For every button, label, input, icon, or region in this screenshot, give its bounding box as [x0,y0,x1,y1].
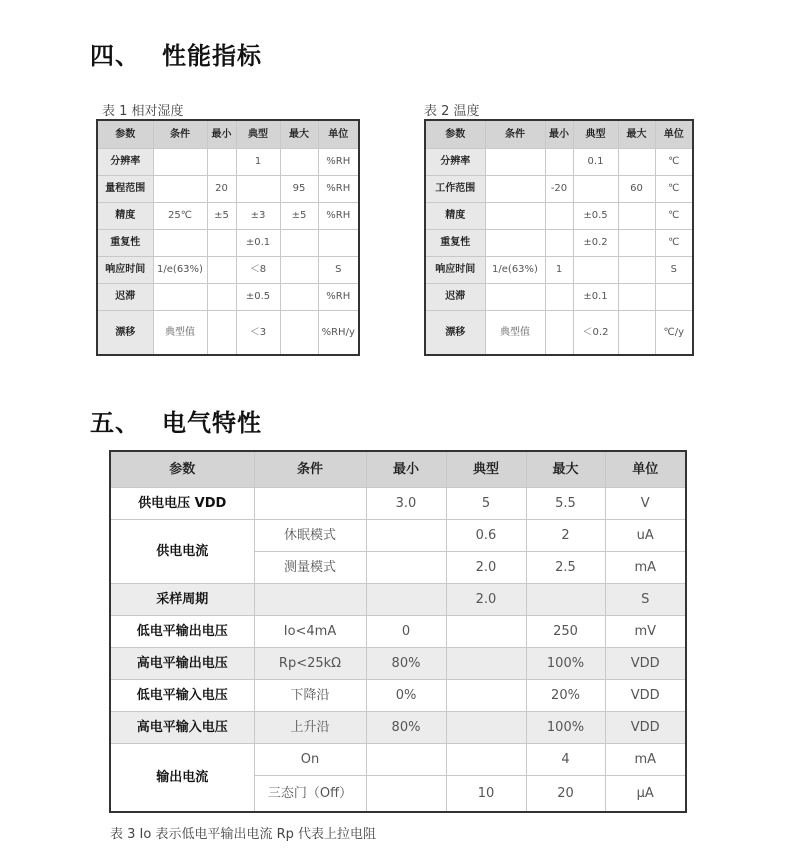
header-cell: 最小 [366,451,446,488]
table-cell: 60 [618,176,655,203]
table-cell: ℃ [655,176,693,203]
param-cell: 精度 [97,203,153,230]
table-cell: ℃/y [655,311,693,356]
typ-cell [446,616,526,648]
electrical-table [109,450,687,813]
table-cell [153,149,207,176]
max-cell: 2.5 [526,552,605,584]
unit-cell: V [605,488,686,520]
table-row [97,230,359,257]
table-cell [618,257,655,284]
table-cell: 1 [236,149,280,176]
table-row [97,311,359,356]
param-cell: 响应时间 [425,257,485,284]
header-cell: 最大 [526,451,605,488]
table-cell [485,284,545,311]
max-cell: 100% [526,712,605,744]
table-cell [153,176,207,203]
header-cell: 最小 [207,120,236,149]
param-cell: 分辨率 [97,149,153,176]
table-cell [618,149,655,176]
table-cell: %RH [318,284,359,311]
header-cell: 最小 [545,120,573,149]
table-row [110,712,686,744]
min-cell [366,776,446,813]
typ-cell [446,680,526,712]
param-cell: 输出电流 [110,744,254,813]
typ-cell: 5 [446,488,526,520]
param-cell: 重复性 [425,230,485,257]
table-cell: 1/e(63%) [485,257,545,284]
table-row [425,149,693,176]
header-cell: 典型 [446,451,526,488]
table-cell: 1 [545,257,573,284]
param-cell: 高电平输入电压 [110,712,254,744]
table-cell [318,230,359,257]
param-cell: 分辨率 [425,149,485,176]
section-heading: 电气特性 [162,409,262,437]
table-cell: ＜0.2 [573,311,618,356]
table-cell: ＜8 [236,257,280,284]
table-cell [545,311,573,356]
param-cell: 量程范围 [97,176,153,203]
section-title-electrical [90,403,262,438]
condition-cell: 休眠模式 [254,520,366,552]
table-cell: ℃ [655,230,693,257]
table-cell [280,257,318,284]
min-cell [366,744,446,776]
table-cell: ±0.1 [236,230,280,257]
table-cell: ±0.5 [236,284,280,311]
section-heading: 性能指标 [162,42,262,70]
table-row [110,520,686,552]
param-cell: 漂移 [97,311,153,356]
unit-cell: VDD [605,648,686,680]
typ-cell [446,648,526,680]
min-cell [366,584,446,616]
table-cell [207,311,236,356]
table-cell [485,176,545,203]
table-cell [153,230,207,257]
table-header-row [425,120,693,149]
table-cell [280,311,318,356]
condition-cell: 测量模式 [254,552,366,584]
table-cell: ℃ [655,203,693,230]
table-cell [485,230,545,257]
table-cell: ±0.1 [573,284,618,311]
min-cell: 3.0 [366,488,446,520]
table-row [425,230,693,257]
table-row [425,176,693,203]
header-cell: 典型 [573,120,618,149]
table-cell [153,284,207,311]
table-header-row [97,120,359,149]
table-cell: ±3 [236,203,280,230]
min-cell [366,520,446,552]
max-cell: 2 [526,520,605,552]
table-cell [545,203,573,230]
table-cell [207,149,236,176]
table-row [425,257,693,284]
header-cell: 条件 [485,120,545,149]
table-cell: %RH [318,176,359,203]
typ-cell: 10 [446,776,526,813]
table-cell: %RH [318,203,359,230]
table-cell [655,284,693,311]
max-cell: 20% [526,680,605,712]
unit-cell: VDD [605,712,686,744]
max-cell: 4 [526,744,605,776]
condition-cell: 三态门（Off） [254,776,366,813]
table-cell [280,149,318,176]
table-cell [545,149,573,176]
table-cell: -20 [545,176,573,203]
min-cell [366,552,446,584]
unit-cell: S [605,584,686,616]
table-cell [573,257,618,284]
table-row [110,616,686,648]
param-cell: 高电平输出电压 [110,648,254,680]
table-cell [618,203,655,230]
table-row [97,149,359,176]
param-cell: 采样周期 [110,584,254,616]
header-cell: 条件 [254,451,366,488]
table3-caption: 表 3 Io 表示低电平输出电流 Rp 代表上拉电阻 [110,827,377,842]
table-cell [545,284,573,311]
table-cell: 1/e(63%) [153,257,207,284]
table-row [110,680,686,712]
table-cell [618,230,655,257]
header-cell: 最大 [618,120,655,149]
param-cell: 精度 [425,203,485,230]
min-cell: 80% [366,712,446,744]
table-cell: ±0.5 [573,203,618,230]
table-cell [573,176,618,203]
max-cell: 100% [526,648,605,680]
param-cell: 迟滞 [97,284,153,311]
table-cell [545,230,573,257]
param-cell: 漂移 [425,311,485,356]
unit-cell: μA [605,776,686,813]
header-cell: 单位 [605,451,686,488]
temperature-table [424,119,694,356]
typ-cell: 0.6 [446,520,526,552]
min-cell: 80% [366,648,446,680]
param-cell: 迟滞 [425,284,485,311]
table-cell: 20 [207,176,236,203]
table-cell [236,176,280,203]
unit-cell: mA [605,552,686,584]
table-row [425,311,693,356]
min-cell: 0% [366,680,446,712]
table-cell [207,257,236,284]
condition-cell [254,488,366,520]
condition-cell: 下降沿 [254,680,366,712]
max-cell: 250 [526,616,605,648]
table-row [97,284,359,311]
condition-cell: Io<4mA [254,616,366,648]
param-cell: 工作范围 [425,176,485,203]
table-cell [280,284,318,311]
table-cell: 典型值 [485,311,545,356]
header-cell: 最大 [280,120,318,149]
table-cell: %RH/y [318,311,359,356]
table-cell [207,230,236,257]
header-cell: 单位 [655,120,693,149]
typ-cell: 2.0 [446,552,526,584]
table-cell: 典型值 [153,311,207,356]
table-cell: ＜3 [236,311,280,356]
param-cell: 供电电压 VDD [110,488,254,520]
table-cell [618,311,655,356]
table-cell: ±5 [280,203,318,230]
header-cell: 参数 [110,451,254,488]
header-cell: 单位 [318,120,359,149]
max-cell: 20 [526,776,605,813]
table-cell: ℃ [655,149,693,176]
param-cell: 低电平输出电压 [110,616,254,648]
typ-cell [446,712,526,744]
table-cell [280,230,318,257]
table-row [97,257,359,284]
table-header-row [110,451,686,488]
table-row [425,284,693,311]
table-cell: S [655,257,693,284]
table-row [110,584,686,616]
condition-cell: 上升沿 [254,712,366,744]
section-number: 五、 [90,409,140,437]
param-cell: 重复性 [97,230,153,257]
table-cell [485,203,545,230]
humidity-table [96,119,360,356]
header-cell: 参数 [425,120,485,149]
table-row [425,203,693,230]
header-cell: 条件 [153,120,207,149]
section-title-performance [90,36,262,71]
typ-cell [446,744,526,776]
table-cell: ±5 [207,203,236,230]
condition-cell: Rp<25kΩ [254,648,366,680]
section-number: 四、 [90,42,140,70]
table-cell [485,149,545,176]
unit-cell: uA [605,520,686,552]
table-row [97,176,359,203]
table-row [97,203,359,230]
unit-cell: mV [605,616,686,648]
table-cell: 25℃ [153,203,207,230]
table1-caption: 表 1 相对湿度 [102,104,184,119]
header-cell: 参数 [97,120,153,149]
unit-cell: mA [605,744,686,776]
table-cell [618,284,655,311]
table2-caption: 表 2 温度 [424,104,480,119]
table-row [110,648,686,680]
table-cell: %RH [318,149,359,176]
param-cell: 低电平输入电压 [110,680,254,712]
typ-cell: 2.0 [446,584,526,616]
condition-cell: On [254,744,366,776]
table-cell [207,284,236,311]
condition-cell [254,584,366,616]
table-cell: 95 [280,176,318,203]
table-cell: ±0.2 [573,230,618,257]
table-row [110,744,686,776]
table-row [110,488,686,520]
unit-cell: VDD [605,680,686,712]
param-cell: 供电电流 [110,520,254,584]
table-cell: S [318,257,359,284]
table-cell: 0.1 [573,149,618,176]
min-cell: 0 [366,616,446,648]
param-cell: 响应时间 [97,257,153,284]
max-cell: 5.5 [526,488,605,520]
max-cell [526,584,605,616]
header-cell: 典型 [236,120,280,149]
